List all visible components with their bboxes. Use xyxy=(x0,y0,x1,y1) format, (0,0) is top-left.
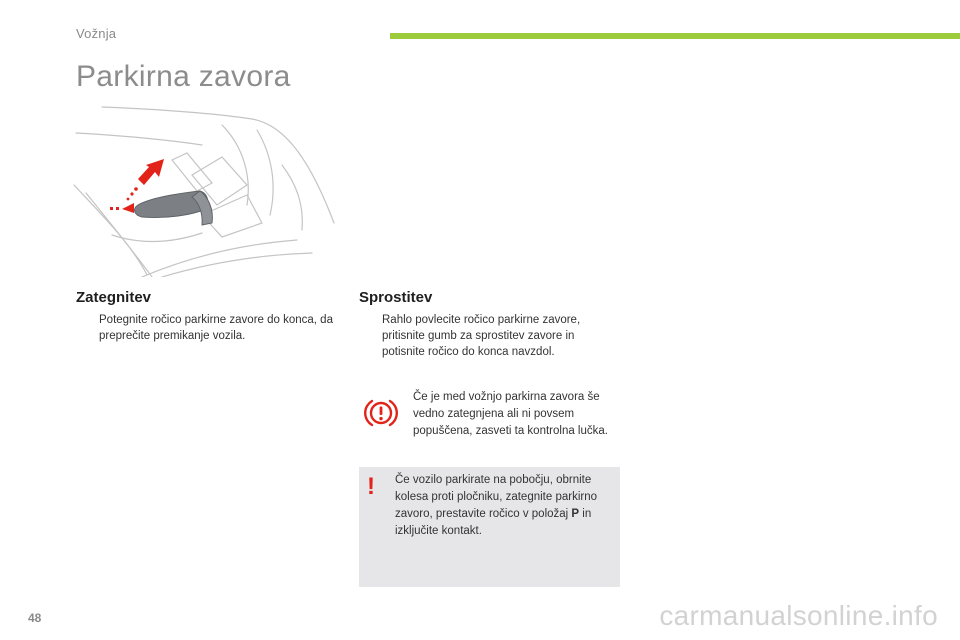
heading-zategnitev: Zategnitev xyxy=(76,289,152,306)
bullet-zategnitev xyxy=(76,312,341,344)
exclamation-icon: ! xyxy=(367,473,375,500)
console-line xyxy=(112,233,202,242)
note-text-part: Če vozilo parkirate na pobočju, obrnite kolesa proti pločniku, zategnite parkirno zavoro, prestavite ročico v položaj xyxy=(395,474,598,520)
console-line xyxy=(257,130,273,215)
console-line xyxy=(282,165,302,230)
note-gear-position: P xyxy=(571,508,580,520)
lever-housing xyxy=(172,153,212,191)
note-text-part: in izključite kontakt. xyxy=(395,508,592,537)
release-arrow-icon xyxy=(110,203,134,213)
warning-text: Če je med vožnjo parkirna zavora še vedno zategnjena ali ni povsem popuščena, zasveti ta kontrolna lučka. xyxy=(413,391,608,437)
heading-sprostitev: Sprostitev xyxy=(359,289,433,306)
note-text xyxy=(395,472,617,540)
section-label: Vožnja xyxy=(76,26,117,41)
console-line xyxy=(142,240,297,277)
brake-warning-icon xyxy=(364,396,398,430)
page-title: Parkirna zavora xyxy=(76,60,291,93)
handbrake-lever-illustration xyxy=(72,105,336,277)
note-box xyxy=(359,467,620,587)
console-line xyxy=(76,133,202,145)
page-number: 48 xyxy=(28,611,42,625)
console-line xyxy=(162,253,312,277)
console-line xyxy=(74,185,147,275)
section-accent-bar xyxy=(390,33,960,39)
watermark: carmanualsonline.info xyxy=(659,600,938,631)
bullet-sprostitev xyxy=(359,312,614,360)
bullet-text: Rahlo povlecite ročico parkirne zavore, pritisnite gumb za sprostitev zavore in potisnite ročico do konca navzdol. xyxy=(382,314,581,358)
bullet-text: Potegnite ročico parkirne zavore do konca, da preprečite premikanje vozila. xyxy=(99,314,333,342)
pull-arrow-icon xyxy=(127,159,164,200)
